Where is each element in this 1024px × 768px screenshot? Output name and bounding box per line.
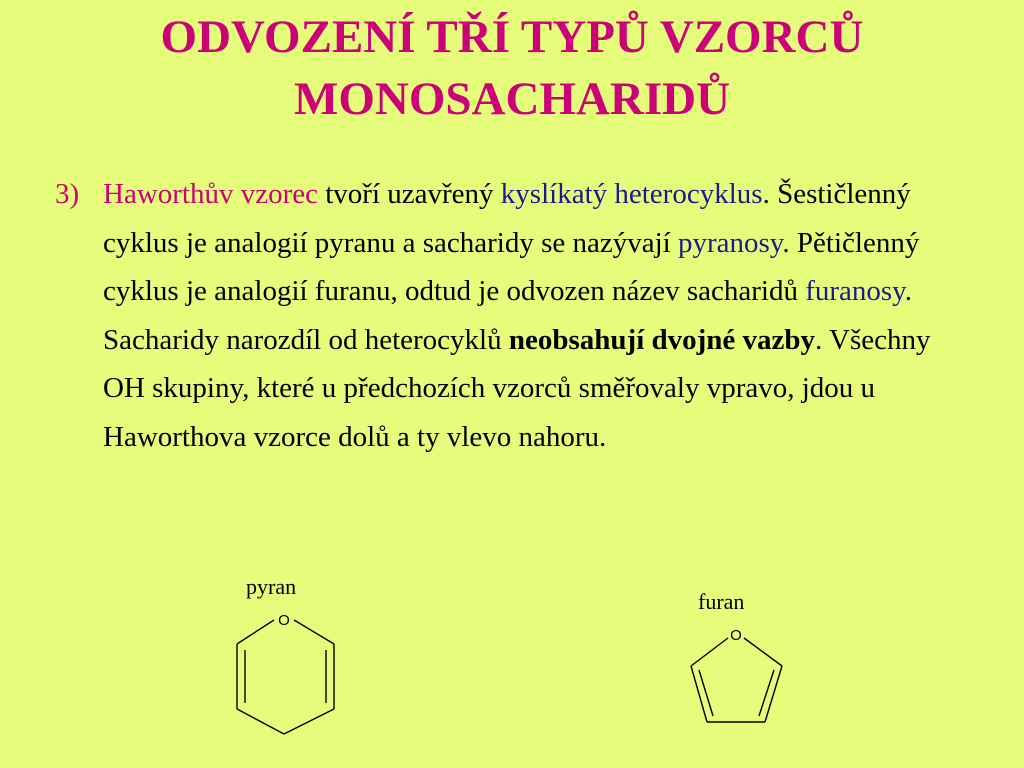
item-number: 3): [55, 178, 80, 210]
furan-bonds: [691, 638, 782, 722]
pyran-bonds: [237, 620, 334, 734]
text-segment: tvoří uzavřený: [318, 178, 501, 210]
item-paragraph: [103, 170, 955, 461]
text-segment: . Šestičlenný cyklus je analogií pyranu a sacharidy se nazývají: [103, 178, 911, 259]
slide-title: [0, 6, 1024, 130]
furan-structure: [683, 622, 793, 732]
pyran-structure: [218, 604, 358, 754]
oxygen-atom-label: O: [730, 627, 742, 644]
text-segment: . Všechny OH skupiny, které u předchozích vzorců směřovaly vpravo, jdou u Haworthova vzorce dolů a ty vlevo nahoru.: [103, 323, 931, 453]
term-haworth-formula: Haworthův vzorec: [103, 178, 318, 210]
title-line-2: MONOSACHARIDŮ: [293, 73, 731, 125]
list-item-3: [55, 170, 955, 461]
furan-label: furan: [698, 589, 745, 614]
term-pyranoses: pyranosy: [677, 226, 783, 259]
emphasis-no-double-bonds: neobsahují dvojné vazby: [508, 323, 816, 356]
oxygen-atom-label: O: [278, 612, 290, 629]
text-segment: . Sacharidy narozdíl od heterocyklů: [103, 275, 913, 356]
text-segment: . Pětičlenný cyklus je analogií furanu, odtud je odvozen název sacharidů: [103, 226, 920, 307]
title-line-1: ODVOZENÍ TŘÍ TYPŮ VZORCŮ: [160, 11, 864, 63]
term-oxygen-heterocycle: kyslíkatý heterocyklus: [500, 178, 763, 210]
pyran-label: pyran: [246, 574, 297, 599]
term-furanoses: furanosy: [805, 275, 905, 307]
